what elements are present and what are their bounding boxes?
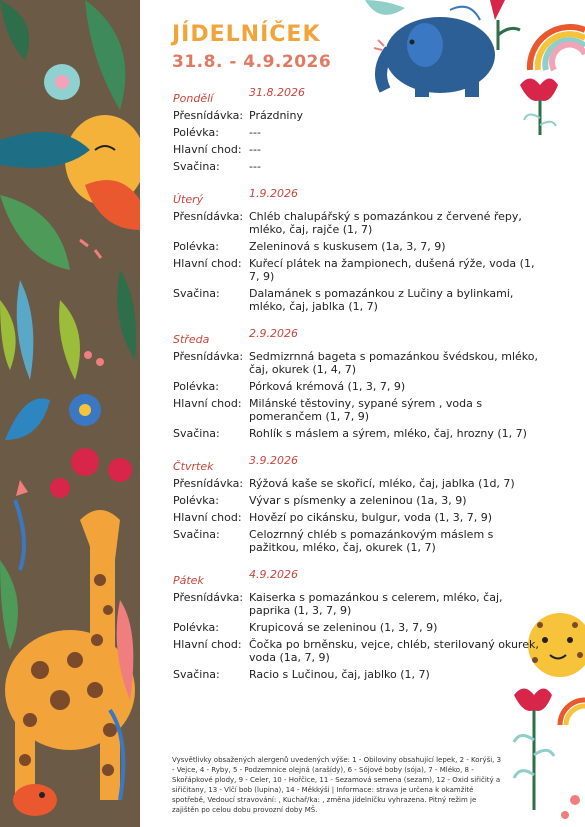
day-friday (173, 568, 543, 681)
meal-value: Čočka po brněnsku, vejce, chléb, sterilovaný okurek, voda (1a, 7, 9) (249, 638, 539, 664)
meal-row-snack (173, 160, 543, 173)
allergen-footnote: Vysvětlivky obsažených alergenů uvedených výše: 1 - Obiloviny obsahující lepek, 2 - Korýši, 3 - Vejce, 4 - Ryby, 5 - Podzemnice olejná (arašídy), 6 - Sójové boby (sója), 7 - Mléko, 8 - Skořápkové plody, 9 - Celer, 10 - Hořčice, 11 - Sezamová semena (sezam), 12 - Oxid siřičitý a siřičitany, 13 - Vlčí bob (lupina), 14 - Měkkýši | Informace: strava je určena k okamžité spotřebě, Vedoucí stravování: , Kuchař/ka: , změna jídelníčku vyhrazena. Pitný režim je zajištěn po celou dobu provozní doby MŠ. (172, 756, 502, 814)
meal-row-main (173, 257, 543, 283)
meal-value: --- (249, 143, 261, 156)
day-name: Pátek (173, 574, 204, 587)
meal-label: Polévka: (173, 621, 219, 634)
meal-label: Svačina: (173, 528, 220, 541)
meal-value: Chléb chalupářský s pomazánkou z červené řepy, mléko, čaj, rajče (1, 7) (249, 210, 522, 236)
meal-label: Svačina: (173, 160, 220, 173)
meal-row-breakfast (173, 210, 543, 236)
jungle-illustration (0, 0, 140, 827)
meal-label: Přesnídávka: (173, 591, 244, 604)
meal-value: Sedmizrnná bageta s pomazánkou švédskou, mléko, čaj, okurek (1, 4, 7) (249, 350, 539, 376)
day-date: 4.9.2026 (249, 568, 298, 581)
day-name: Středa (173, 333, 210, 346)
meal-row-main (173, 143, 543, 156)
meal-label: Hlavní chod: (173, 511, 242, 524)
meal-value: Hovězí po cikánsku, bulgur, voda (1, 3, 7, 9) (249, 511, 493, 524)
meal-row-breakfast (173, 350, 543, 376)
meal-row-soup (173, 621, 543, 634)
meal-row-breakfast (173, 591, 543, 617)
day-date: 31.8.2026 (249, 86, 305, 99)
meal-label: Hlavní chod: (173, 143, 242, 156)
meal-value: Kaiserka s pomazánkou s celerem, mléko, čaj, paprika (1, 3, 7, 9) (249, 591, 503, 617)
page-title: JÍDELNÍČEK (172, 22, 321, 47)
meal-label: Přesnídávka: (173, 477, 244, 490)
meal-row-main (173, 397, 543, 423)
meal-value: Celozrnný chléb s pomazánkovým máslem s pažitkou, mléko, čaj, okurek (1, 7) (249, 528, 494, 554)
meal-label: Hlavní chod: (173, 638, 242, 651)
meal-value: Milánské těstoviny, sypané sýrem , voda s pomerančem (1, 7, 9) (249, 397, 483, 423)
meal-label: Přesnídávka: (173, 350, 244, 363)
meal-row-snack (173, 427, 543, 440)
meal-value: --- (249, 126, 261, 139)
meal-label: Polévka: (173, 380, 219, 393)
meal-label: Svačina: (173, 427, 220, 440)
meal-value: Kuřecí plátek na žampionech, dušená rýže, voda (1, 7, 9) (249, 257, 535, 283)
day-monday (173, 86, 543, 173)
meal-row-breakfast (173, 109, 543, 122)
meal-value: Vývar s písmenky a zeleninou (1a, 3, 9) (249, 494, 467, 507)
day-thursday (173, 454, 543, 554)
meal-value: Rýžová kaše se skořicí, mléko, čaj, jablka (1d, 7) (249, 477, 515, 490)
meal-value: Zeleninová s kuskusem (1a, 3, 7, 9) (249, 240, 446, 253)
day-date: 1.9.2026 (249, 187, 298, 200)
meal-row-snack (173, 668, 543, 681)
meal-label: Přesnídávka: (173, 210, 244, 223)
meal-value: --- (249, 160, 261, 173)
day-wednesday (173, 327, 543, 440)
meal-row-snack (173, 287, 543, 313)
meal-label: Hlavní chod: (173, 397, 242, 410)
decorative-left-strip (0, 0, 140, 827)
meal-label: Hlavní chod: (173, 257, 242, 270)
meal-label: Polévka: (173, 240, 219, 253)
meal-value: Racio s Lučinou, čaj, jablko (1, 7) (249, 668, 430, 681)
meal-row-snack (173, 528, 543, 554)
day-name: Pondělí (173, 92, 214, 105)
meal-row-soup (173, 240, 543, 253)
meal-label: Svačina: (173, 668, 220, 681)
meal-value: Prázdniny (249, 109, 303, 122)
meal-label: Polévka: (173, 126, 219, 139)
meal-value: Krupicová se zeleninou (1, 3, 7, 9) (249, 621, 438, 634)
meal-row-main (173, 638, 543, 664)
day-name: Čtvrtek (173, 460, 214, 473)
day-date: 2.9.2026 (249, 327, 298, 340)
meal-row-breakfast (173, 477, 543, 490)
meal-row-soup (173, 380, 543, 393)
day-date: 3.9.2026 (249, 454, 298, 467)
meal-row-main (173, 511, 543, 524)
meal-label: Polévka: (173, 494, 219, 507)
weekly-menu (173, 86, 543, 695)
meal-row-soup (173, 494, 543, 507)
day-tuesday (173, 187, 543, 313)
meal-value: Dalamánek s pomazánkou z Lučiny a bylinkami, mléko, čaj, jablka (1, 7) (249, 287, 514, 313)
meal-label: Svačina: (173, 287, 220, 300)
meal-value: Pórková krémová (1, 3, 7, 9) (249, 380, 406, 393)
date-range: 31.8. - 4.9.2026 (172, 52, 332, 72)
meal-value: Rohlík s máslem a sýrem, mléko, čaj, hrozny (1, 7) (249, 427, 527, 440)
meal-row-soup (173, 126, 543, 139)
meal-label: Přesnídávka: (173, 109, 244, 122)
day-name: Úterý (173, 193, 204, 206)
